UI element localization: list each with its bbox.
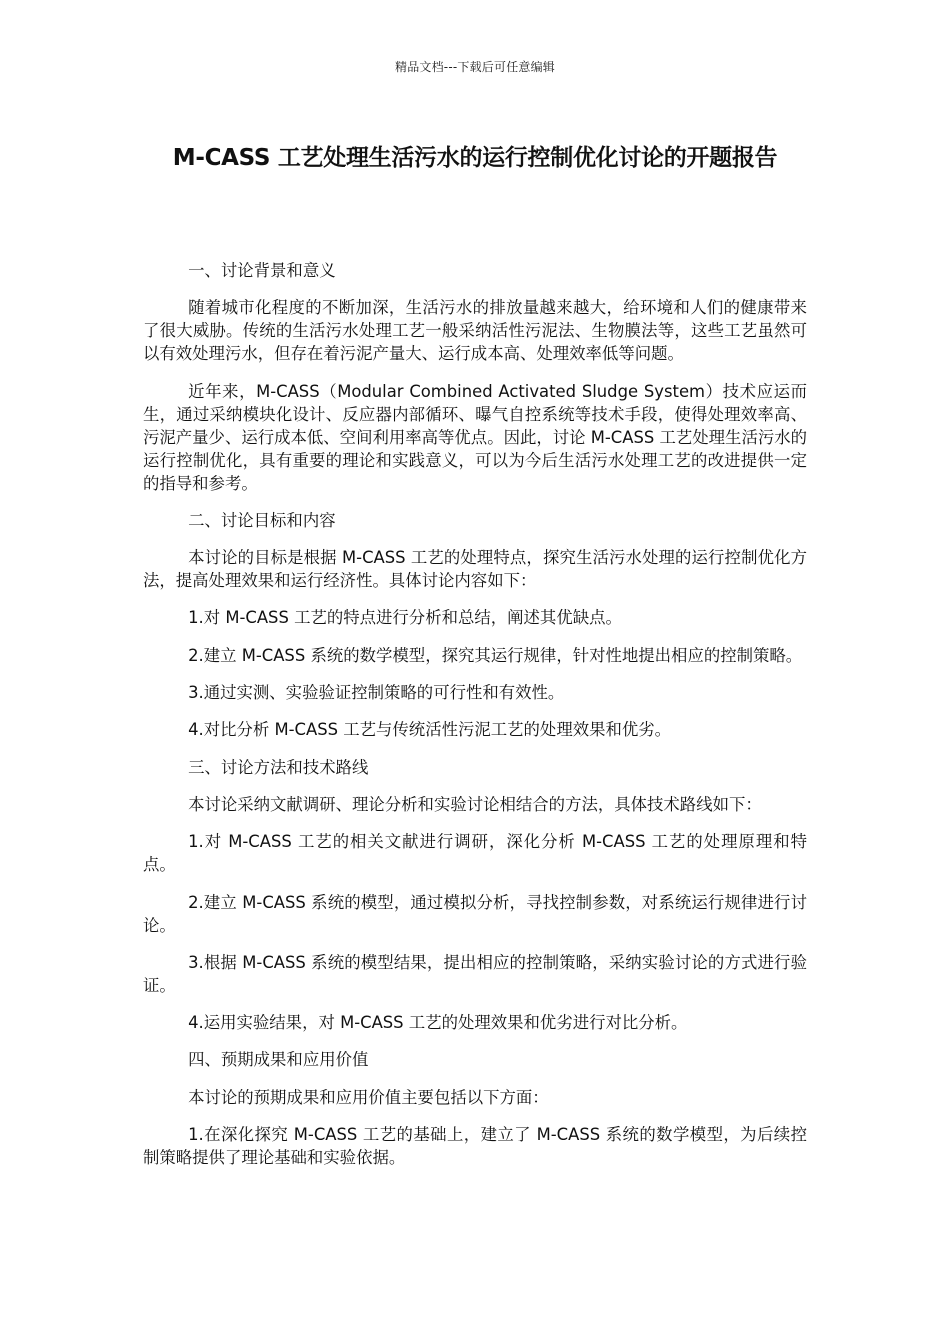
list-item-method-3: 3.根据 M-CASS 系统的模型结果，提出相应的控制策略，采纳实验讨论的方式进行验证。	[143, 952, 807, 995]
list-item-objective-4: 4.对比分析 M-CASS 工艺与传统活性污泥工艺的处理效果和优劣。	[188, 720, 672, 740]
section-heading-methods: 三、讨论方法和技术路线	[188, 757, 369, 777]
paragraph-objectives-intro: 本讨论的目标是根据 M-CASS 工艺的处理特点，探究生活污水处理的运行控制优化方法，提高处理效果和运行经济性。具体讨论内容如下：	[143, 548, 807, 591]
paragraph-methods-intro: 本讨论采纳文献调研、理论分析和实验讨论相结合的方法，具体技术路线如下：	[188, 794, 762, 814]
section-heading-background: 一、讨论背景和意义	[188, 261, 336, 280]
document-title: M-CASS 工艺处理生活污水的运行控制优化讨论的开题报告	[172, 145, 778, 171]
header-note: 精品文档---下载后可任意编辑	[395, 60, 555, 74]
list-item-outcome-1: 1.在深化探究 M-CASS 工艺的基础上，建立了 M-CASS 系统的数学模型，为后续控制策略提供了理论基础和实验依据。	[143, 1125, 807, 1168]
paragraph-background-2: 近年来，M-CASS（Modular Combined Activated Sludge System）技术应运而生，通过采纳模块化设计、反应器内部循环、曝气自控系统等技术手段，使得处理效率高、污泥产量少、运行成本低、空间利用率高等优点。因此，讨论 M-CASS 工艺处理生活污水的运行控制优化，具有重要的理论和实践意义，可以为今后生活污水处理工艺的改进提供一定的指导和参考。	[143, 381, 808, 493]
section-heading-objectives: 二、讨论目标和内容	[188, 510, 336, 530]
section-heading-outcomes: 四、预期成果和应用价值	[188, 1050, 369, 1070]
paragraph-outcomes-intro: 本讨论的预期成果和应用价值主要包括以下方面：	[188, 1087, 549, 1107]
list-item-objective-2: 2.建立 M-CASS 系统的数学模型，探究其运行规律，针对性地提出相应的控制策略。	[188, 645, 803, 665]
list-item-method-1: 1.对 M-CASS 工艺的相关文献进行调研，深化分析 M-CASS 工艺的处理原理和特点。	[143, 832, 807, 875]
document-body	[143, 259, 807, 1183]
list-item-method-4: 4.运用实验结果，对 M-CASS 工艺的处理效果和优劣进行对比分析。	[188, 1013, 688, 1033]
list-item-method-2: 2.建立 M-CASS 系统的模型，通过模拟分析，寻找控制参数，对系统运行规律进行讨论。	[143, 892, 807, 935]
paragraph-background-1: 随着城市化程度的不断加深，生活污水的排放量越来越大，给环境和人们的健康带来了很大威胁。传统的生活污水处理工艺一般采纳活性污泥法、生物膜法等，这些工艺虽然可以有效处理污水，但存在着污泥产量大、运行成本高、处理效率低等问题。	[143, 298, 807, 364]
list-item-objective-3: 3.通过实测、实验验证控制策略的可行性和有效性。	[188, 683, 565, 703]
list-item-objective-1: 1.对 M-CASS 工艺的特点进行分析和总结，阐述其优缺点。	[188, 608, 622, 628]
